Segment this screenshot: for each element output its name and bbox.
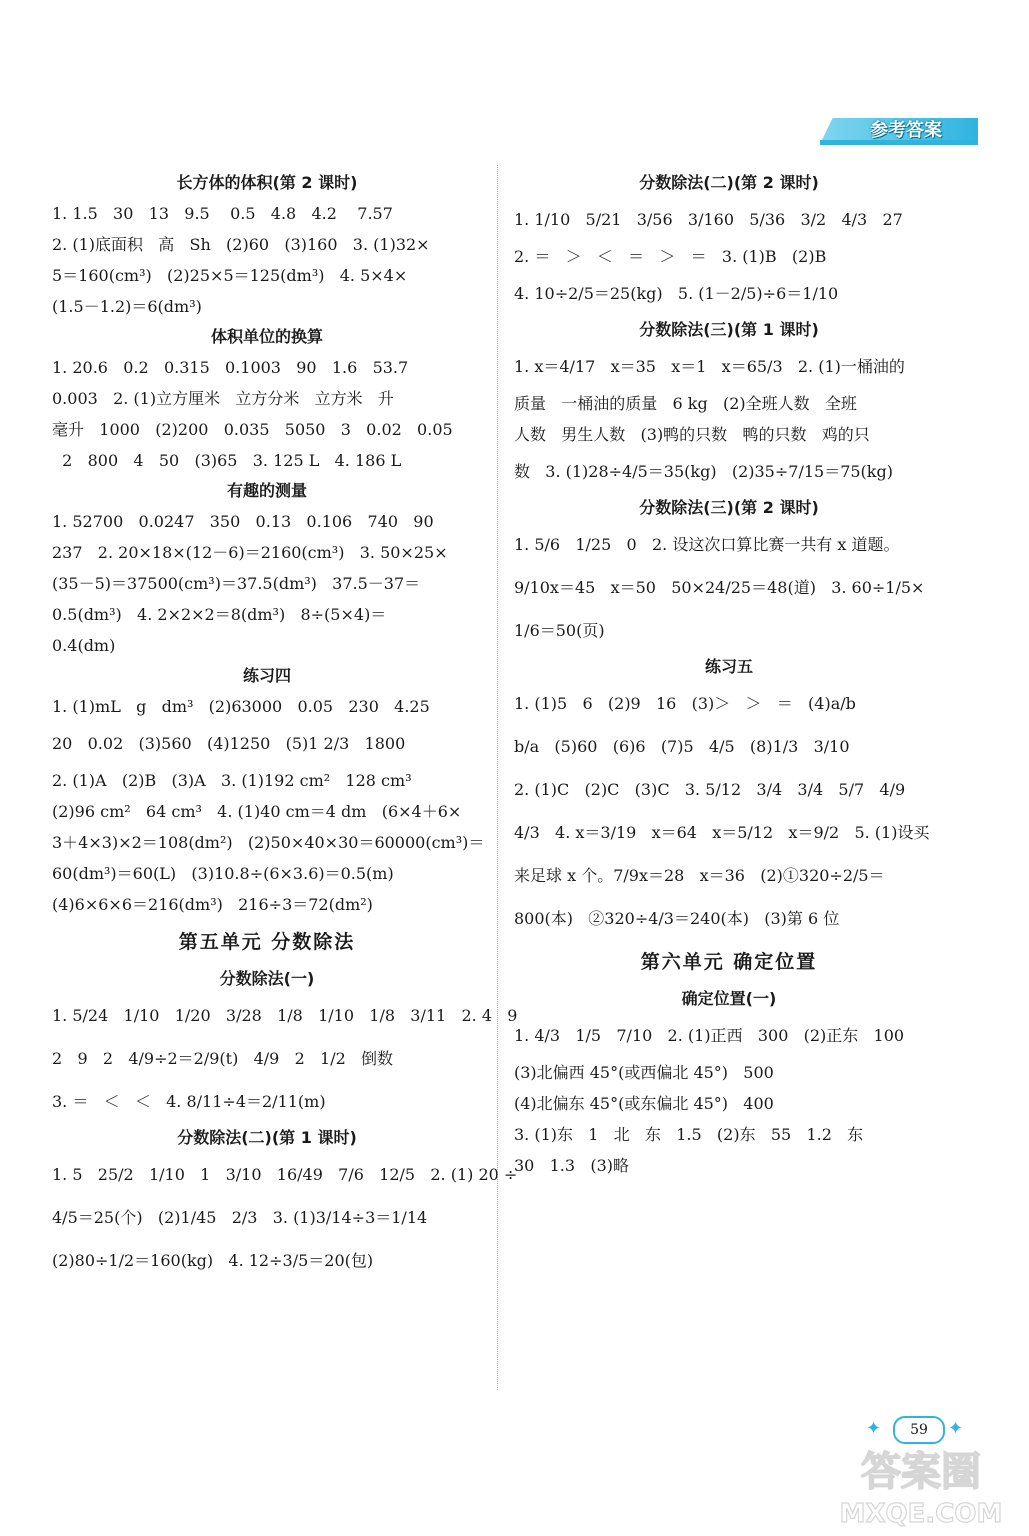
section-title: 长方体的体积(第 2 课时) xyxy=(176,173,358,192)
answer-line: 3. ＝ ＜ ＜ 4. 8/11÷4＝2/11(m) xyxy=(52,1092,326,1111)
section-title: 分数除法(二)(第 1 课时) xyxy=(177,1128,357,1147)
answer-line: 1. 52700 0.0247 350 0.13 0.106 740 90 xyxy=(52,512,434,531)
answer-line: 0.003 2. (1)立方厘米 立方分米 立方米 升 xyxy=(52,389,394,408)
answer-line: 4. 10÷2/5＝25(kg) 5. (1－2/5)÷6＝1/10 xyxy=(514,284,839,303)
answer-line: (4)北偏东 45°(或东偏北 45°) 400 xyxy=(514,1094,774,1113)
answer-line: 0.5(dm³) 4. 2×2×2＝8(dm³) 8÷(5×4)＝ xyxy=(52,605,387,624)
watermark-logo xyxy=(826,1440,1016,1532)
answer-line: 4/3 4. x＝3/19 x＝64 x＝5/12 x＝9/2 5. (1)设买 xyxy=(514,823,930,842)
answer-line: (35－5)＝37500(cm³)＝37.5(dm³) 37.5－37＝ xyxy=(52,574,421,593)
section-title: 体积单位的换算 xyxy=(210,327,323,346)
header-label: 参考答案 xyxy=(870,120,942,141)
answer-line: 2. (1)A (2)B (3)A 3. (1)192 cm² 128 cm³ xyxy=(52,771,412,790)
section-title: 有趣的测量 xyxy=(226,481,307,500)
answer-line: (3)北偏西 45°(或西偏北 45°) 500 xyxy=(514,1063,774,1082)
answer-line: 1. (1)mL g dm³ (2)63000 0.05 230 4.25 xyxy=(52,697,430,716)
answer-line: 30 1.3 (3)略 xyxy=(514,1156,629,1175)
answer-line: 4/5＝25(个) (2)1/45 2/3 3. (1)3/14÷3＝1/14 xyxy=(52,1208,428,1227)
unit-title: 第五单元 分数除法 xyxy=(178,931,356,953)
answer-line: 2. (1)C (2)C (3)C 3. 5/12 3/4 3/4 5/7 4/9 xyxy=(514,780,906,799)
answer-line: b/a (5)60 (6)6 (7)5 4/5 (8)1/3 3/10 xyxy=(514,737,850,756)
answer-line: 800(本) ②320÷4/3＝240(本) (3)第 6 位 xyxy=(514,909,840,928)
section-title: 分数除法(三)(第 2 课时) xyxy=(639,498,819,517)
answer-line: 237 2. 20×18×(12－6)＝2160(cm³) 3. 50×25× xyxy=(52,543,448,562)
watermark-text: 答案圈 xyxy=(861,1449,981,1495)
section-title: 练习五 xyxy=(704,657,753,676)
watermark-site: MXQE.COM xyxy=(839,1499,1003,1529)
answer-line: (2)96 cm² 64 cm³ 4. (1)40 cm＝4 dm (6×4＋6× xyxy=(52,802,462,821)
section-title: 分数除法(三)(第 1 课时) xyxy=(639,320,819,339)
answer-line: 0.4(dm) xyxy=(52,636,116,655)
answer-line: 20 0.02 (3)560 (4)1250 (5)1 2/3 1800 xyxy=(52,734,406,753)
answer-line: 1. 5 25/2 1/10 1 3/10 16/49 7/6 12/5 2. (1) 20 ÷ xyxy=(52,1165,518,1184)
section-title: 分数除法(二)(第 2 课时) xyxy=(639,173,819,192)
answer-line: 1. 1/10 5/21 3/56 3/160 5/36 3/2 4/3 27 xyxy=(514,210,903,229)
answer-line: (1.5－1.2)＝6(dm³) xyxy=(52,297,202,316)
answer-line: 人数 男生人数 (3)鸭的只数 鸭的只数 鸡的只 xyxy=(514,425,870,444)
answer-line: 3. (1)东 1 北 东 1.5 (2)东 55 1.2 东 xyxy=(514,1125,864,1144)
answer-line: 9/10x＝45 x＝50 50×24/25＝48(道) 3. 60÷1/5× xyxy=(514,578,925,597)
answer-line: 1. 5/6 1/25 0 2. 设这次口算比赛一共有 x 道题。 xyxy=(514,535,900,554)
answer-line: 1. (1)5 6 (2)9 16 (3)＞ ＞ ＝ (4)a/b xyxy=(514,694,856,713)
answer-line: 毫升 1000 (2)200 0.035 5050 3 0.02 0.05 xyxy=(52,420,453,439)
answer-line: 1/6＝50(页) xyxy=(514,621,605,640)
section-title: 练习四 xyxy=(242,666,291,685)
answer-line: 1. 1.5 30 13 9.5 0.5 4.8 4.2 7.57 xyxy=(52,204,393,223)
answer-line: 2 800 4 50 (3)65 3. 125 L 4. 186 L xyxy=(52,451,402,470)
answer-line: 1. x＝4/17 x＝35 x＝1 x＝65/3 2. (1)一桶油的 xyxy=(514,357,905,376)
section-title: 分数除法(一) xyxy=(219,969,315,988)
answer-line: 5＝160(cm³) (2)25×5＝125(dm³) 4. 5×4× xyxy=(52,266,408,285)
answer-line: 质量 一桶油的质量 6 kg (2)全班人数 全班 xyxy=(514,394,857,413)
answer-line: 2. ＝ ＞ ＜ ＝ ＞ ＝ 3. (1)B (2)B xyxy=(514,247,827,266)
answer-line: 60(dm³)＝60(L) (3)10.8÷(6×3.6)＝0.5(m) xyxy=(52,864,394,883)
answer-line: 1. 20.6 0.2 0.315 0.1003 90 1.6 53.7 xyxy=(52,358,409,377)
star-icon: ✦ xyxy=(866,1418,882,1439)
answer-line: 来足球 x 个。7/9x＝28 x＝36 (2)①320÷2/5＝ xyxy=(514,866,885,885)
answer-line: (2)80÷1/2＝160(kg) 4. 12÷3/5＝20(包) xyxy=(52,1251,374,1270)
unit-title: 第六单元 确定位置 xyxy=(640,951,818,973)
section-title: 确定位置(一) xyxy=(681,989,777,1008)
answer-line: 2 9 2 4/9÷2＝2/9(t) 4/9 2 1/2 倒数 xyxy=(52,1049,394,1068)
answer-line: 3＋4×3)×2＝108(dm²) (2)50×40×30＝60000(cm³)＝ xyxy=(52,833,485,852)
left-column xyxy=(52,168,518,1282)
column-divider xyxy=(497,165,498,1390)
right-column xyxy=(514,168,944,1181)
answer-line: 数 3. (1)28÷4/5＝35(kg) (2)35÷7/15＝75(kg) xyxy=(514,462,893,481)
star-icon: ✦ xyxy=(948,1418,964,1439)
answer-line: 1. 4/3 1/5 7/10 2. (1)正西 300 (2)正东 100 xyxy=(514,1026,905,1045)
page-number: 59 xyxy=(893,1416,945,1444)
answer-line: 2. (1)底面积 高 Sh (2)60 (3)160 3. (1)32× xyxy=(52,235,430,254)
answer-line: 1. 5/24 1/10 1/20 3/28 1/8 1/10 1/8 3/11 2. 4 9 xyxy=(52,1006,518,1025)
answer-line: (4)6×6×6＝216(dm³) 216÷3＝72(dm²) xyxy=(52,895,373,914)
